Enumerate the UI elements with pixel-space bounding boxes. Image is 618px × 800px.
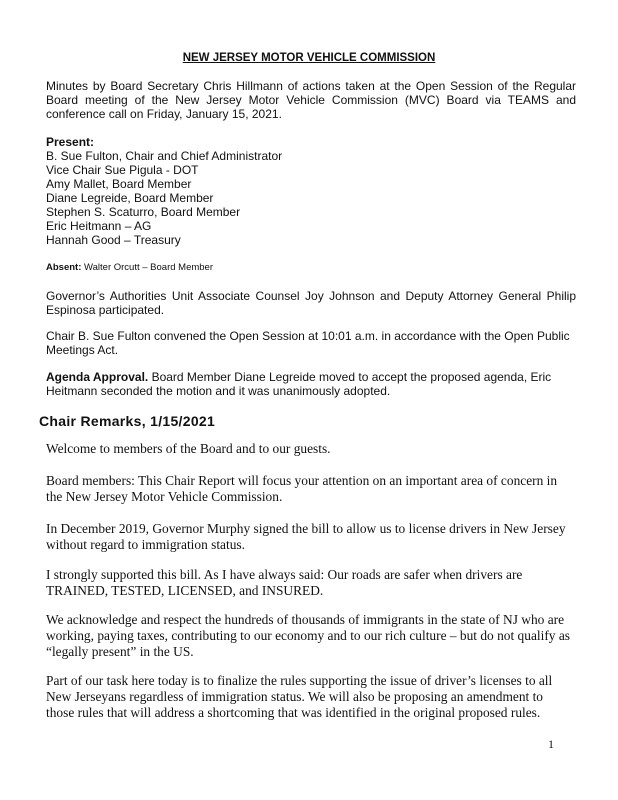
participants-paragraph: Governor’s Authorities Unit Associate Counsel Joy Johnson and Deputy Attorney General Philip Espinosa participated. xyxy=(46,289,576,317)
remarks-paragraph: I strongly supported this bill. As I have always said: Our roads are safer when drivers are TRAINED, TESTED, LICENSED, and INSURED. xyxy=(46,567,523,598)
present-member: Amy Mallet, Board Member xyxy=(46,177,192,191)
present-member: Stephen S. Scaturro, Board Member xyxy=(46,205,241,219)
absent-member: Walter Orcutt – Board Member xyxy=(84,262,214,273)
present-member: Hannah Good – Treasury xyxy=(46,233,181,247)
remarks-paragraph: Welcome to members of the Board and to our guests. xyxy=(46,441,331,456)
present-label: Present: xyxy=(46,135,95,149)
present-member: B. Sue Fulton, Chair and Chief Administrator xyxy=(46,149,283,163)
remarks-paragraph: In December 2019, Governor Murphy signed the bill to allow us to license drivers in New Jersey without regard to immigration status. xyxy=(46,521,566,552)
remarks-paragraph: We acknowledge and respect the hundreds of thousands of immigrants in the state of NJ who are working, paying taxes, contributing to our economy and to our rich culture – but do not qualify as “legally present” in the US. xyxy=(46,612,570,659)
chair-remarks-heading: Chair Remarks, 1/15/2021 xyxy=(39,413,216,429)
page-number: 1 xyxy=(548,737,554,751)
absent-label: Absent: xyxy=(46,262,82,273)
present-member: Vice Chair Sue Pigula - DOT xyxy=(46,163,199,177)
agenda-label: Agenda Approval. xyxy=(46,370,149,384)
remarks-paragraph: Part of our task here today is to finalize the rules supporting the issue of driver’s licenses to all New Jerseyans regardless of immigration status. We will also be proposing an amendment to those rules that will address a shortcoming that was identified in the original proposed rules. xyxy=(46,673,553,720)
agenda-paragraph xyxy=(46,370,576,398)
agenda-text: Board Member Diane Legreide moved to accept the proposed agenda, Eric Heitmann seconded the motion and it was unanimously adopted. xyxy=(46,370,552,398)
intro-paragraph: Minutes by Board Secretary Chris Hillmann of actions taken at the Open Session of the Regular Board meeting of the New Jersey Motor Vehicle Commission (MVC) Board via TEAMS and conference call on Friday, January 15, 2021. xyxy=(46,79,576,121)
convened-paragraph: Chair B. Sue Fulton convened the Open Session at 10:01 a.m. in accordance with the Open Public Meetings Act. xyxy=(46,329,570,357)
absent-line xyxy=(46,262,576,273)
present-section xyxy=(46,135,576,247)
remarks-paragraph: Board members: This Chair Report will focus your attention on an important area of concern in the New Jersey Motor Vehicle Commission. xyxy=(46,473,558,504)
document-title: NEW JERSEY MOTOR VEHICLE COMMISSION xyxy=(182,52,436,64)
present-member: Eric Heitmann – AG xyxy=(46,219,152,233)
present-member: Diane Legreide, Board Member xyxy=(46,191,214,205)
